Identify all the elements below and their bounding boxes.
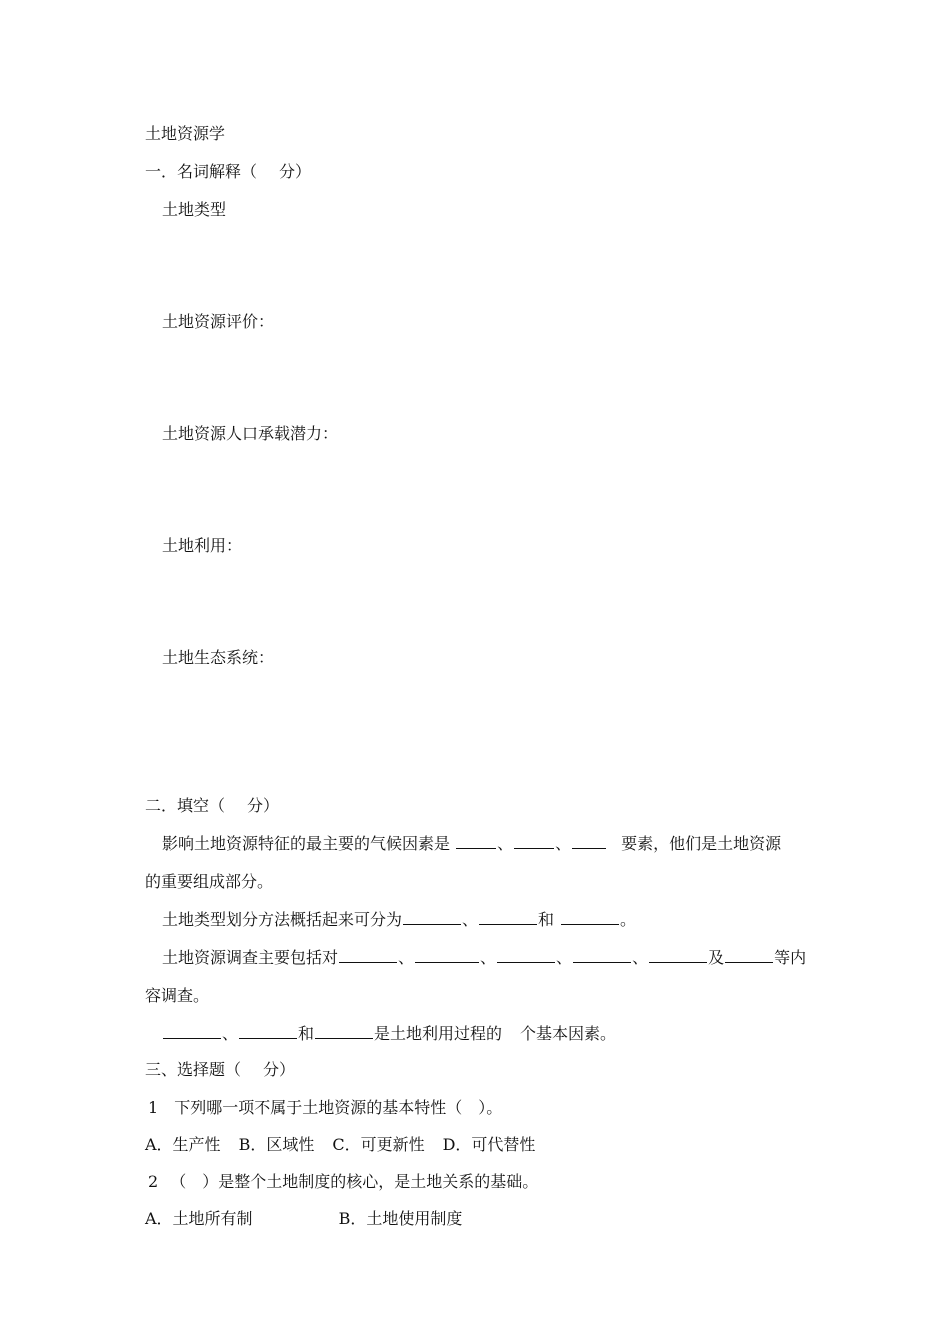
q4-text-b: 个基本因素。 [520, 1024, 617, 1043]
q2-and: 和 [538, 910, 555, 929]
blank-8[interactable] [415, 948, 479, 963]
q4-and: 和 [298, 1024, 315, 1043]
q1-text-a: 影响土地资源特征的最主要的气候因素是 [162, 834, 451, 853]
blank-4[interactable] [403, 910, 461, 925]
q3-sep-1: 、 [398, 948, 415, 967]
section2-heading [145, 796, 279, 816]
q1-number: 1 [148, 1098, 159, 1117]
q4-text-a: 是土地利用过程的 [374, 1024, 503, 1043]
blank-9[interactable] [497, 948, 555, 963]
q2-text-a: 土地类型划分方法概括起来可分为 [162, 910, 403, 929]
q3-and: 及 [708, 948, 725, 967]
q1-option-c[interactable]: C．可更新性 [332, 1135, 425, 1154]
term-1: 土地类型 [162, 200, 227, 219]
section2-heading-suffix: 分） [247, 796, 280, 815]
q1-options [145, 1135, 535, 1155]
section1-heading-suffix: 分） [279, 162, 312, 181]
section1-heading [145, 162, 311, 182]
fill-question-3 [162, 948, 806, 968]
q3-text-b: 等内 [774, 948, 807, 967]
blank-5[interactable] [479, 910, 537, 925]
blank-10[interactable] [573, 948, 631, 963]
blank-15[interactable] [315, 1024, 373, 1039]
q2-option-a[interactable]: A．土地所有制 [145, 1209, 253, 1228]
section3-heading-suffix: 分） [263, 1060, 296, 1079]
blank-3[interactable] [572, 834, 606, 849]
q2-sep: 、 [462, 910, 479, 929]
q3-sep-4: 、 [632, 948, 649, 967]
document-title: 土地资源学 [145, 124, 226, 143]
q1-option-d[interactable]: D．可代替性 [442, 1135, 536, 1154]
blank-2[interactable] [514, 834, 554, 849]
blank-12[interactable] [725, 948, 773, 963]
blank-11[interactable] [649, 948, 707, 963]
sep-2: 、 [555, 834, 572, 853]
q2-number: 2 [148, 1172, 159, 1191]
q1-option-a[interactable]: A．生产性 [145, 1135, 221, 1154]
fill-question-4 [162, 1024, 616, 1044]
section2-heading-prefix: 二．填空（ [145, 796, 226, 815]
q1-option-b[interactable]: B．区域性 [238, 1135, 315, 1154]
q3-text-a: 土地资源调查主要包括对 [162, 948, 339, 967]
fill-question-1 [162, 834, 781, 854]
term-3: 土地资源人口承载潜力： [162, 424, 339, 443]
blank-6[interactable] [561, 910, 619, 925]
blank-13[interactable] [163, 1024, 221, 1039]
fill-question-3-cont: 容调查。 [145, 986, 210, 1005]
term-4: 土地利用： [162, 536, 243, 555]
q2-options [145, 1209, 462, 1229]
section1-heading-prefix: 一．名词解释（ [145, 162, 258, 181]
blank-7[interactable] [339, 948, 397, 963]
choice-question-1 [148, 1098, 502, 1118]
fill-question-1-cont: 的重要组成部分。 [145, 872, 274, 891]
blank-1[interactable] [456, 834, 496, 849]
term-5: 土地生态系统： [162, 648, 275, 667]
q1-stem: 下列哪一项不属于土地资源的基本特性（ ）。 [174, 1098, 503, 1117]
q2-end: 。 [620, 910, 637, 929]
q4-sep: 、 [222, 1024, 239, 1043]
section3-heading [145, 1060, 295, 1080]
q1-text-b: 要素，他们是土地资源 [621, 834, 782, 853]
q3-sep-3: 、 [556, 948, 573, 967]
section3-heading-prefix: 三、选择题（ [145, 1060, 242, 1079]
fill-question-2 [162, 910, 636, 930]
choice-question-2 [148, 1172, 538, 1192]
sep-1: 、 [497, 834, 514, 853]
q3-sep-2: 、 [480, 948, 497, 967]
blank-14[interactable] [239, 1024, 297, 1039]
term-2: 土地资源评价： [162, 312, 275, 331]
q2-stem: （ ）是整个土地制度的核心，是土地关系的基础。 [170, 1172, 539, 1191]
q2-option-b[interactable]: B．土地使用制度 [338, 1209, 463, 1228]
